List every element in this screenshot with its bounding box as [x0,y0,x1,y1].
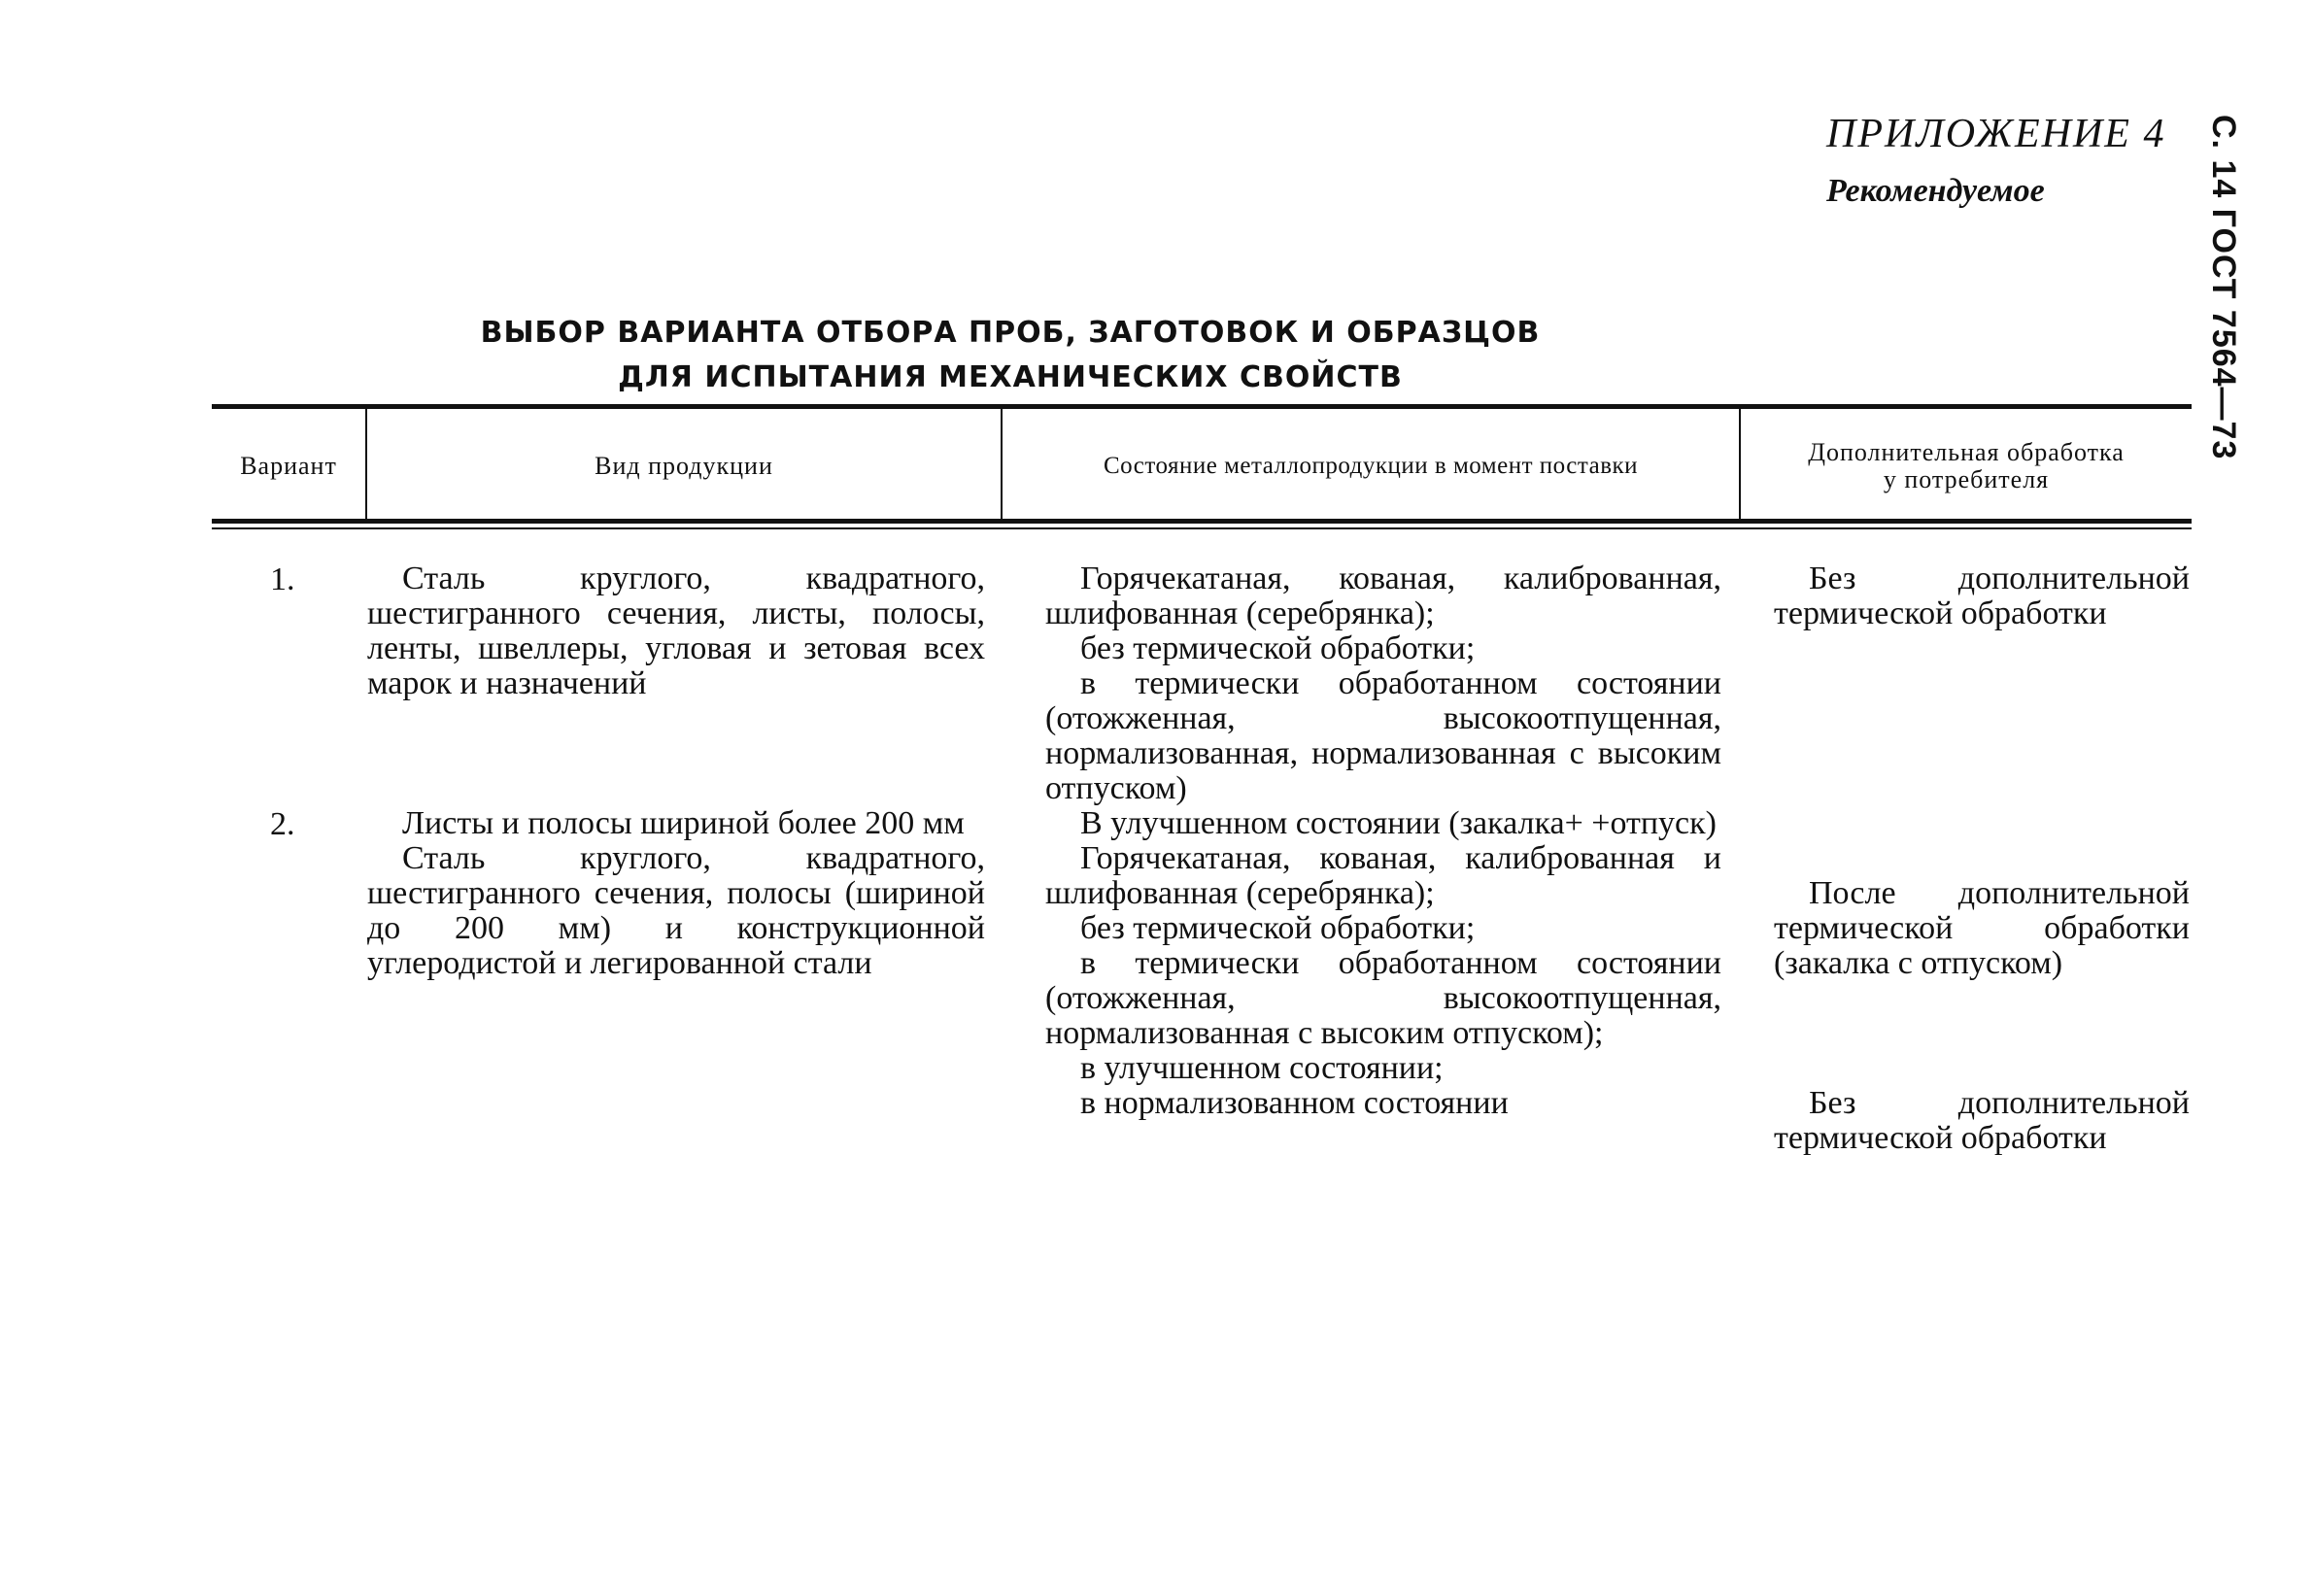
appendix-subtitle: Рекомендуемое [1826,173,2045,209]
header-bottom-rule [212,519,2192,524]
row1-extra [1774,561,2190,631]
state-text: в улучшенном состоянии; [1080,1050,1444,1086]
extra-text: После дополнительной термической обработки (закалка с отпуском) [1774,875,2190,981]
row2-extra-a [1774,876,2190,981]
document-title [194,311,1826,400]
header-extra-line1: Дополнительная обработка [1808,438,2125,466]
page-side-label: С. 14 ГОСТ 7564—73 [2205,115,2242,460]
state-text: в нормализованном состоянии [1080,1085,1509,1121]
product-text: Листы и полосы шириной более 200 мм [402,805,965,841]
table-top-rule [212,404,2192,409]
state-text: В улучшенном состоянии (закалка+ +отпуск) [1080,805,1717,841]
appendix-title: ПРИЛОЖЕНИЕ 4 [1826,112,2166,156]
header-extra-line2: у потребителя [1883,465,2050,493]
row2-extra-b [1774,1086,2190,1156]
header-extra [1741,427,2192,505]
state-text: без термической обработки; [1080,630,1476,666]
header-state: Состояние металлопродукции в момент поставки [1103,453,1639,479]
state-text: без термической обработки; [1080,910,1476,946]
document-title-line1: ВЫБОР ВАРИАНТА ОТБОРА ПРОБ, ЗАГОТОВОК И ОБРАЗЦОВ [480,316,1541,350]
product-text: Сталь круглого, квадратного, шестигранного сечения, полосы (шириной до 200 мм) и конструкционной углеродистой и легированной стали [367,840,985,981]
extra-text: Без дополнительной термической обработки [1774,560,2190,631]
state-text: Горячекатаная, кованая, калиброванная, шлифованная (серебрянка); [1045,560,1721,631]
product-text: Сталь круглого, квадратного, шестигранного сечения, листы, полосы, ленты, швеллеры, угловая и зетовая всех марок и назначений [367,560,985,701]
state-text: Горячекатаная, кованая, калиброванная и шлифованная (серебрянка); [1045,840,1721,911]
row1-state [1045,561,1721,806]
row2-product [367,806,985,981]
row-number: 2. [270,806,295,842]
header-product: Вид продукции [595,452,773,480]
row1-product [367,561,985,701]
header-variant: Вариант [240,452,337,480]
row2-state [1045,806,1721,1121]
state-text: в термически обработанном состоянии (отожженная, высокоотпущенная, нормализованная с высоким отпуском); [1045,945,1721,1051]
extra-text: Без дополнительной термической обработки [1774,1085,2190,1156]
header-bottom-rule-thin [212,527,2192,529]
document-title-line2: ДЛЯ ИСПЫТАНИЯ МЕХАНИЧЕСКИХ СВОЙСТВ [618,360,1403,394]
state-text: в термически обработанном состоянии (отожженная, высокоотпущенная, нормализованная, нормализованная с высоким отпуском) [1045,665,1721,806]
row-number: 1. [270,561,295,597]
